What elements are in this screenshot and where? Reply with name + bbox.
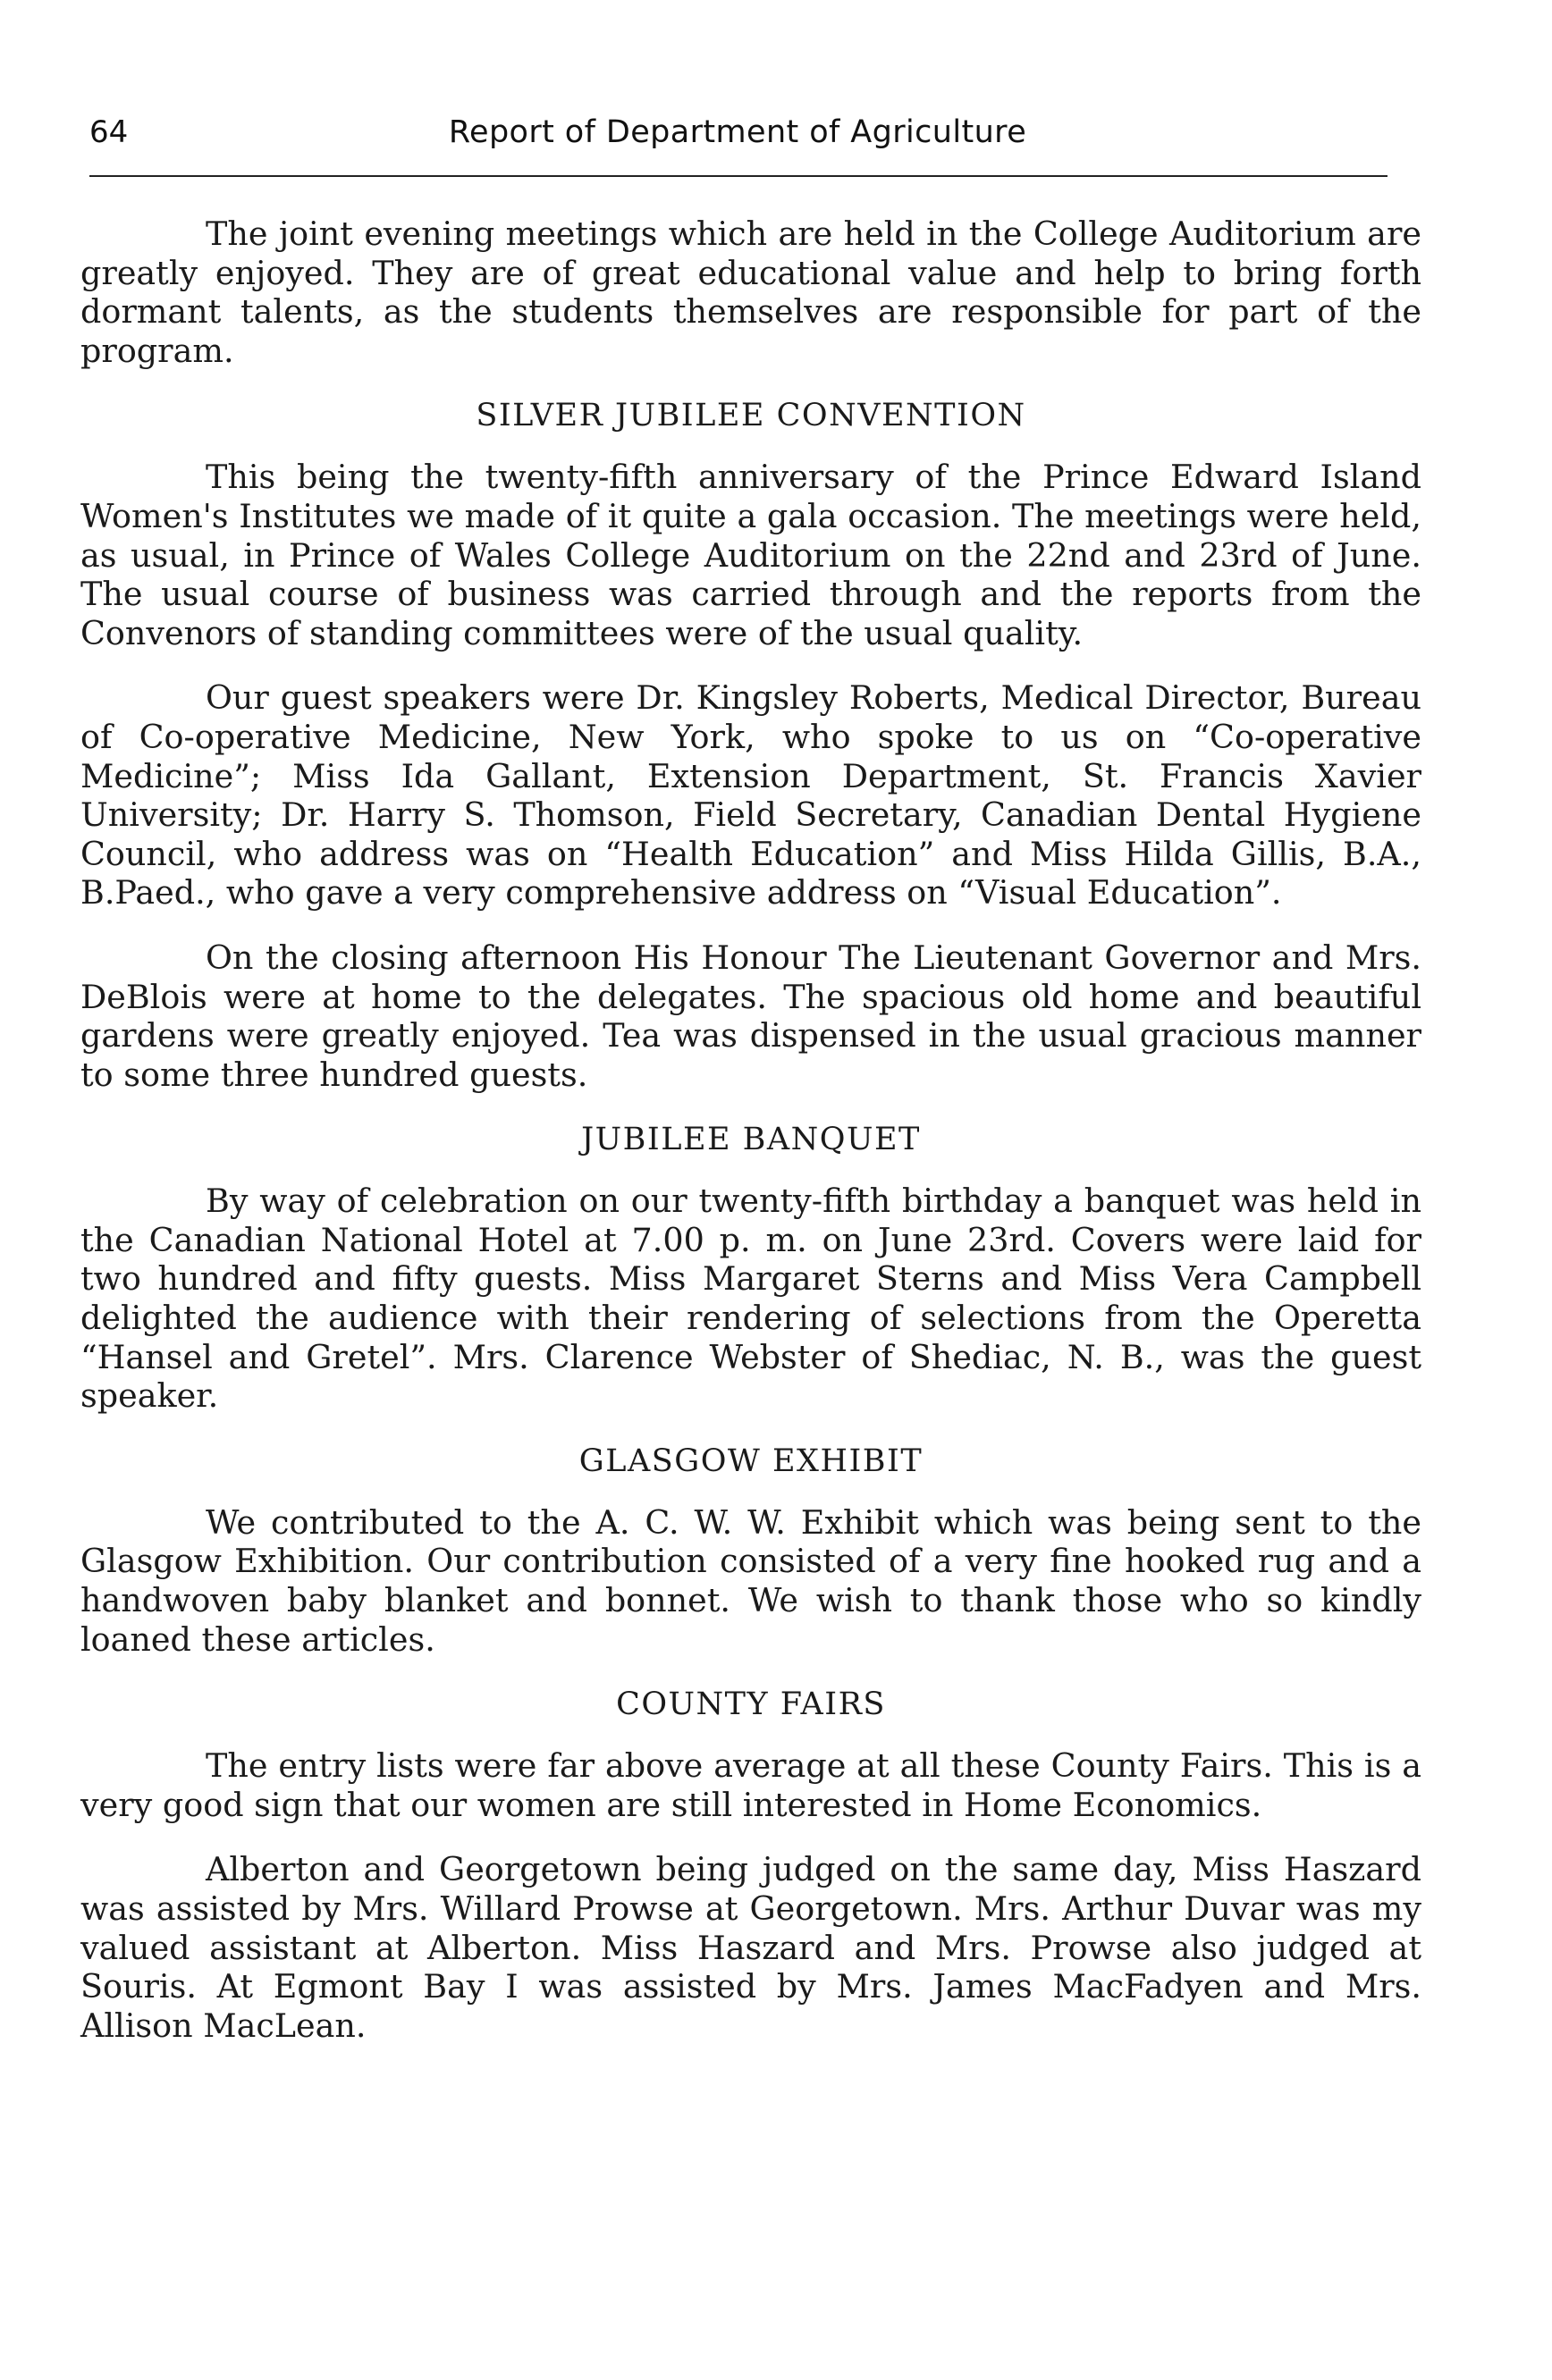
heading-jubilee-banquet: JUBILEE BANQUET [581,1122,921,1158]
paragraph-banquet: By way of celebration on our twenty-fifth birthday a banquet was held in the Canadian National Hotel at 7.00 p. m. on June 23rd. Covers were laid for two hundred and fifty guests. Miss Margaret Sterns and Miss Vera Campbell delighted the audience with their rendering of selections from the Operetta “Hansel and Gretel”. Mrs. Clarence Webster of Shediac, N. B., was the guest speaker. [80,1182,1421,1416]
page-header [89,114,1386,168]
paragraph-guest-speakers: Our guest speakers were Dr. Kingsley Roberts, Medical Director, Bureau of Co-operative Medicine, New York, who spoke to us on “Co-operative Medicine”; Miss Ida Gallant, Extension Department, St. Francis Xavier University; Dr. Harry S. Thomson, Field Secretary, Canadian Dental Hygiene Council, who address was on “Health Education” and Miss Hilda Gillis, B.A., B.Paed., who gave a very comprehensive address on “Visual Education”. [80,678,1421,912]
header-rule [89,175,1388,177]
paragraph-closing-afternoon: On the closing afternoon His Honour The Lieutenant Governor and Mrs. DeBlois were at home to the delegates. The spacious old home and beautiful gardens were greatly enjoyed. Tea was dispensed in the usual gracious manner to some three hundred guests. [80,938,1421,1094]
body-text [80,214,1421,2071]
paragraph-glasgow-exhibit: We contributed to the A. C. W. W. Exhibit which was being sent to the Glasgow Exhibition. Our contribution consisted of a very fine hooked rug and a handwoven baby blanket and bonnet. We wish to thank those who so kindly loaned these articles. [80,1502,1421,1659]
heading-glasgow-exhibit: GLASGOW EXHIBIT [578,1442,924,1479]
running-head-title: Report of Department of Agriculture [448,114,1027,150]
paragraph-judging-assistants: Alberton and Georgetown being judged on the same day, Miss Haszard was assisted by Mrs. Willard Prowse at Georgetown. Mrs. Arthur Duvar was my valued assistant at Alberton. Miss Haszard and Mrs. Prowse also judged at Souris. At Egmont Bay I was assisted by Mrs. James MacFadyen and Mrs. Allison MacLean. [80,1850,1421,2045]
paragraph-college-auditorium: The joint evening meetings which are held in the College Auditorium are greatly enjoyed. They are of great educational value and help to bring forth dormant talents, as the students themselves are responsible for part of the program. [80,214,1421,370]
page-number: 64 [89,114,129,150]
paragraph-twenty-fifth-anniversary: This being the twenty-fifth anniversary of the Prince Edward Island Women's Institutes we made of it quite a gala occasion. The meetings were held, as usual, in Prince of Wales College Auditorium on the 22nd and 23rd of June. The usual course of business was carried through and the reports from the Convenors of standing committees were of the usual quality. [80,458,1421,652]
paragraph-entry-lists: The entry lists were far above average at all these County Fairs. This is a very good sign that our women are still interested in Home Economics. [80,1746,1421,1824]
heading-county-fairs: COUNTY FAIRS [616,1686,886,1723]
heading-silver-jubilee-convention: SILVER JUBILEE CONVENTION [476,398,1026,434]
